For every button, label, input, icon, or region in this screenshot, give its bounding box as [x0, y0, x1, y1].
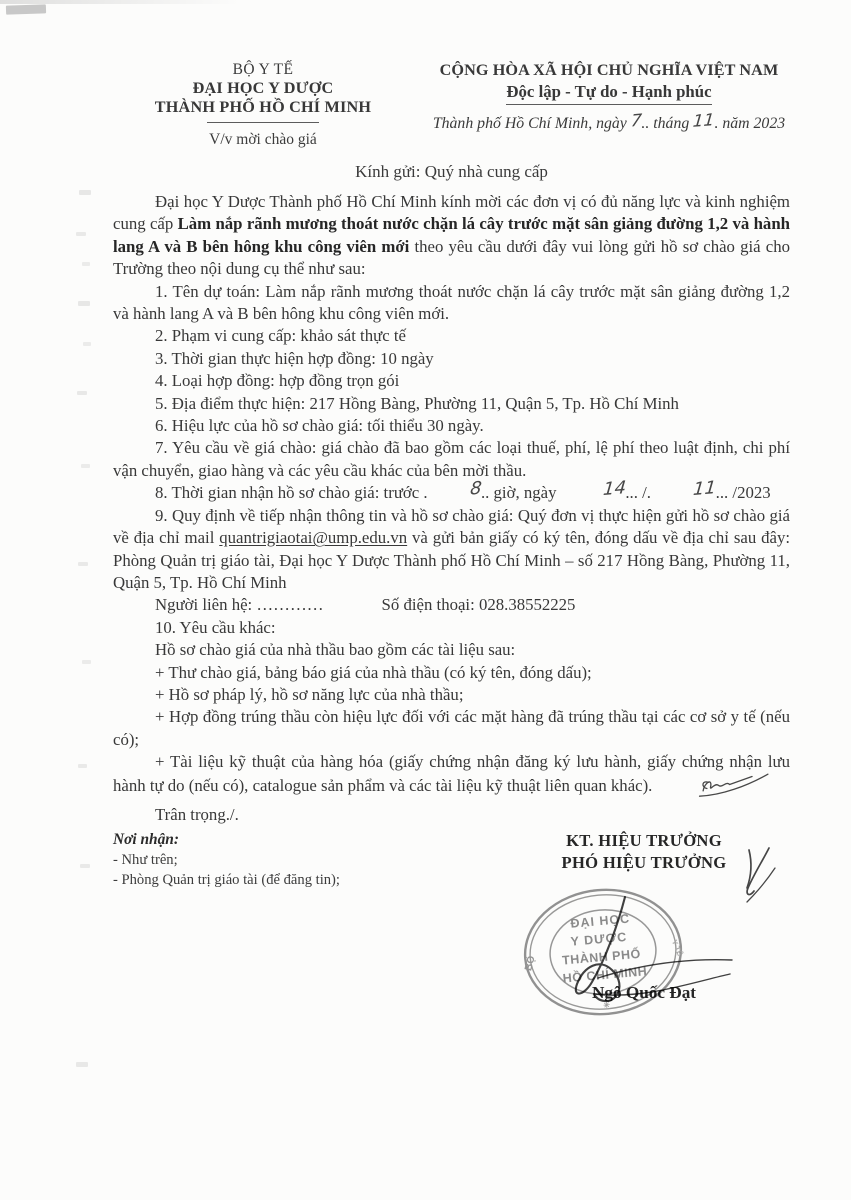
item-6: 6. Hiệu lực của hồ sơ chào giá: tối thiểu 30 ngày.	[155, 416, 484, 436]
scan-artifact	[83, 342, 91, 346]
document-header	[113, 0, 790, 149]
signature-block	[498, 830, 790, 1004]
project-title-bold: Làm nắp rãnh mương thoát nước chặn lá cây trước mặt sân giảng đường 1,2 và hành lang A và B bên hông khu công viên mới	[113, 214, 790, 256]
scan-artifact	[77, 391, 87, 395]
item-8-text: ... /2023	[715, 483, 771, 503]
document-subject: V/v mời chào giá	[209, 131, 317, 148]
item-7: 7. Yêu cầu về giá chào: giá chào đã bao gồm các loại thuế, phí, lệ phí theo luật định, chi phí vận chuyển, giao hàng và các yêu cầu khác của bên mời thầu.	[113, 438, 790, 480]
handwritten-month: 11	[692, 109, 716, 131]
bullet-4-text: + Tài liệu kỹ thuật của hàng hóa (giấy chứng nhận đăng ký lưu hành, giấy chứng nhận lưu hành tự do (nếu có), catalogue sản phẩm và các tài liệu kỹ thuật liên quan khác).	[113, 752, 790, 795]
initials-signature	[654, 769, 772, 809]
header-divider	[207, 122, 319, 123]
stamp-ring-text: BỘ	[523, 954, 538, 973]
item-8-text: .. giờ, ngày	[480, 483, 561, 503]
signer-title-2: PHÓ HIỆU TRƯỞNG	[561, 853, 727, 873]
contact-line	[113, 594, 790, 616]
scan-artifact	[78, 764, 87, 768]
intro-paragraph	[113, 191, 790, 281]
item-10-title: 10. Yêu cầu khác:	[155, 617, 276, 637]
date-mid: .. tháng	[641, 115, 694, 132]
item-8-text: 8. Thời gian nhận hồ sơ chào giá: trước .	[155, 483, 428, 503]
stamp-ring-text: Y TẾ	[669, 938, 685, 958]
national-title: CỘNG HÒA XÃ HỘI CHỦ NGHĨA VIỆT NAM	[439, 61, 779, 79]
handwritten-receive-month: 11	[692, 477, 718, 501]
item-9-text: và gửi bản giấy có ký tên, đóng dấu về địa chỉ sau đây: Phòng Quản trị giáo tài, Đại học Y Dược Thành phố Hồ Chí Minh – số 217 Hồng Bàng, Phường 11, Quận 5, Tp. Hồ Chí Minh	[113, 528, 790, 592]
contact-person-label: Người liên hệ: …………	[155, 595, 324, 615]
handwritten-hour: 8	[468, 477, 483, 500]
recipient-line: - Phòng Quản trị giáo tài (để đăng tin);	[113, 872, 340, 889]
scan-artifact	[82, 660, 91, 664]
handwritten-day: 7	[629, 109, 643, 131]
stamp-text-line: ĐẠI HỌC	[569, 911, 631, 931]
date-line	[428, 109, 790, 134]
item-8	[113, 477, 790, 504]
stamp-text-line: HỒ CHÍ MINH	[562, 964, 648, 986]
item-1: 1. Tên dự toán: Làm nắp rãnh mương thoát nước chặn lá cây trước mặt sân giảng đường 1,2 và hành lang A và B bên hông khu công viên mới.	[113, 281, 790, 324]
item-3: 3. Thời gian thực hiện hợp đồng: 10 ngày	[155, 348, 434, 368]
date-suffix: . năm 2023	[714, 115, 786, 132]
item-9	[113, 505, 790, 595]
handwritten-receive-day: 14	[601, 477, 627, 501]
phone-number: Số điện thoại: 028.38552225	[381, 595, 576, 615]
bottom-block	[113, 830, 790, 1004]
scan-artifact	[82, 262, 90, 266]
scan-artifact	[81, 464, 90, 468]
intro-pre: Đại học Y Dược Thành phố Hồ Chí Minh kính mời các đơn vị có đủ năng lực và kinh nghiệm cung cấp	[113, 192, 790, 234]
item-4: 4. Loại hợp đồng: hợp đồng trọn gói	[155, 371, 400, 391]
email-address: quantrigiaotai@ump.edu.vn	[219, 528, 408, 548]
closing: Trân trọng./.	[155, 804, 239, 824]
scan-artifact	[79, 190, 91, 195]
bullet-1: + Thư chào giá, bảng báo giá của nhà thầu (có ký tên, đóng dấu);	[155, 662, 592, 682]
university-name: ĐẠI HỌC Y DƯỢC	[192, 79, 334, 97]
scan-artifact	[80, 864, 90, 868]
item-10-intro: Hồ sơ chào giá của nhà thầu bao gồm các tài liệu sau:	[155, 640, 516, 660]
national-motto: Độc lập - Tự do - Hạnh phúc	[506, 82, 712, 101]
item-2: 2. Phạm vi cung cấp: khảo sát thực tế	[155, 326, 406, 346]
stamp-text-line: THÀNH PHỐ	[561, 946, 642, 968]
item-5: 5. Địa điểm thực hiện: 217 Hồng Bàng, Phường 11, Quận 5, Tp. Hồ Chí Minh	[155, 393, 679, 413]
bullet-4	[113, 751, 790, 804]
item-8-text: ... /.	[625, 483, 651, 503]
intro-post: theo yêu cầu dưới đây vui lòng gửi hồ sơ chào giá cho Trường theo nội dung cụ thể như sau:	[113, 236, 790, 279]
bullet-2: + Hồ sơ pháp lý, hồ sơ năng lực của nhà thầu;	[155, 684, 464, 704]
scan-artifact	[78, 562, 88, 566]
recipients-block	[113, 830, 340, 1004]
salutation: Kính gửi: Quý nhà cung cấp	[355, 162, 548, 181]
issuing-org-block	[129, 60, 397, 149]
recipients-title: Nơi nhận:	[113, 831, 179, 849]
scan-artifact	[76, 1062, 88, 1067]
stamp-star: ✳	[602, 1000, 611, 1011]
university-city: THÀNH PHỐ HỒ CHÍ MINH	[154, 98, 372, 116]
item-9-text: 9. Quy định về tiếp nhận thông tin và hồ sơ chào giá: Quý đơn vị thực hiện gửi hồ sơ chào giá về địa chỉ mail	[113, 505, 790, 548]
scan-artifact	[6, 4, 46, 14]
scan-artifact	[78, 301, 90, 306]
signer-title-1: KT. HIỆU TRƯỞNG	[566, 831, 722, 851]
scan-artifact	[0, 0, 240, 4]
date-prefix: Thành phố Hồ Chí Minh, ngày	[432, 115, 631, 132]
motto-divider	[506, 104, 712, 105]
national-motto-block	[428, 60, 790, 149]
recipient-line: - Như trên;	[113, 852, 178, 869]
bullet-3: + Hợp đồng trúng thầu còn hiệu lực đối với các mặt hàng đã trúng thầu tại các cơ sở y tế (nếu có);	[113, 707, 790, 749]
scan-artifact	[76, 232, 86, 236]
stamp-text-line: Y DƯỢC	[570, 929, 628, 949]
ministry-name: BỘ Y TẾ	[232, 61, 294, 78]
signer-name: Ngô Quốc Đạt	[591, 983, 697, 1003]
